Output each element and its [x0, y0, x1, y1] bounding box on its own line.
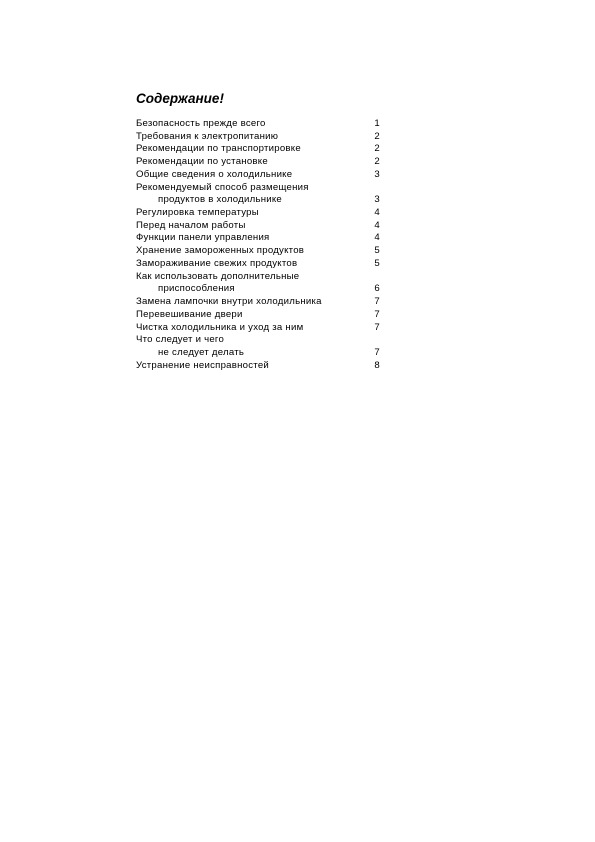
toc-entry-label: Рекомендации по установке	[136, 156, 268, 168]
toc-entry-label: Безопасность прежде всего	[136, 118, 266, 129]
toc-entry	[136, 309, 382, 322]
toc-entry-label: Рекомендуемый способ размещения	[136, 181, 309, 193]
toc-entry-label: Что следует и чего	[136, 334, 225, 346]
toc-entry-label: приспособления	[158, 283, 235, 295]
toc-entry-label: Замена лампочки внутри холодильника	[136, 296, 322, 308]
toc-entry-page: 4	[374, 219, 380, 231]
toc-entry-page: 3	[374, 168, 380, 180]
toc-entry-page: 4	[374, 207, 380, 219]
toc-entry	[136, 156, 382, 169]
toc-entry	[136, 322, 382, 335]
toc-entry	[136, 118, 382, 131]
toc-entry-page: 7	[374, 346, 380, 358]
toc-entry-page: 7	[374, 296, 380, 308]
toc-entry-label: Устранение неисправностей	[136, 359, 270, 371]
toc-entry-page: 2	[374, 156, 380, 168]
toc-entry-label: продуктов в холодильнике	[158, 194, 282, 206]
toc-entry	[136, 131, 382, 144]
toc-entry-page: 7	[374, 321, 380, 333]
toc-entry	[136, 271, 382, 284]
toc-entry-label: Перед началом работы	[136, 219, 246, 231]
toc-entry	[136, 169, 382, 182]
toc-entry-page: 5	[374, 245, 380, 257]
toc-entry-label: Как использовать дополнительные	[136, 270, 300, 282]
toc-entry-page: 7	[374, 308, 380, 320]
toc-entry-label: не следует делать	[158, 346, 245, 358]
toc-entry-page: 3	[374, 194, 380, 206]
toc-entry-page: 2	[374, 130, 380, 142]
toc-entry	[136, 360, 382, 373]
toc-entry-page: 4	[374, 232, 380, 244]
toc-entry-label: Замораживание свежих продуктов	[136, 257, 298, 269]
toc-entry-label: Чистка холодильника и уход за ним	[136, 321, 304, 333]
toc-entry	[136, 194, 382, 207]
toc-entry-label: Перевешивание двери	[136, 308, 243, 320]
toc-entry	[136, 232, 382, 245]
toc-entry-label: Рекомендации по транспортировке	[136, 143, 301, 155]
toc-entry	[136, 182, 382, 195]
toc-entry	[136, 258, 382, 271]
toc-entry	[136, 296, 382, 309]
toc-entry	[136, 207, 382, 220]
toc-entry-label: Хранение замороженных продуктов	[136, 245, 305, 257]
toc-entry-label: Требования к электропитанию	[136, 130, 279, 142]
toc-entry	[136, 245, 382, 258]
toc-entry-page: 6	[374, 283, 380, 295]
toc-entry-page: 1	[374, 118, 380, 129]
toc-entry-page: 8	[374, 359, 380, 371]
toc-entry-label: Функции панели управления	[136, 232, 270, 244]
toc-entry	[136, 143, 382, 156]
toc-entry	[136, 347, 382, 360]
toc-entry	[136, 334, 382, 347]
page-title: Содержание!	[136, 91, 224, 106]
toc-entry	[136, 220, 382, 233]
toc-entry-label: Регулировка температуры	[136, 207, 259, 219]
toc-entry-label: Общие сведения о холодильнике	[136, 168, 293, 180]
toc-entry-page: 2	[374, 143, 380, 155]
toc-entry	[136, 283, 382, 296]
toc-entry-page: 5	[374, 257, 380, 269]
table-of-contents	[136, 118, 382, 372]
